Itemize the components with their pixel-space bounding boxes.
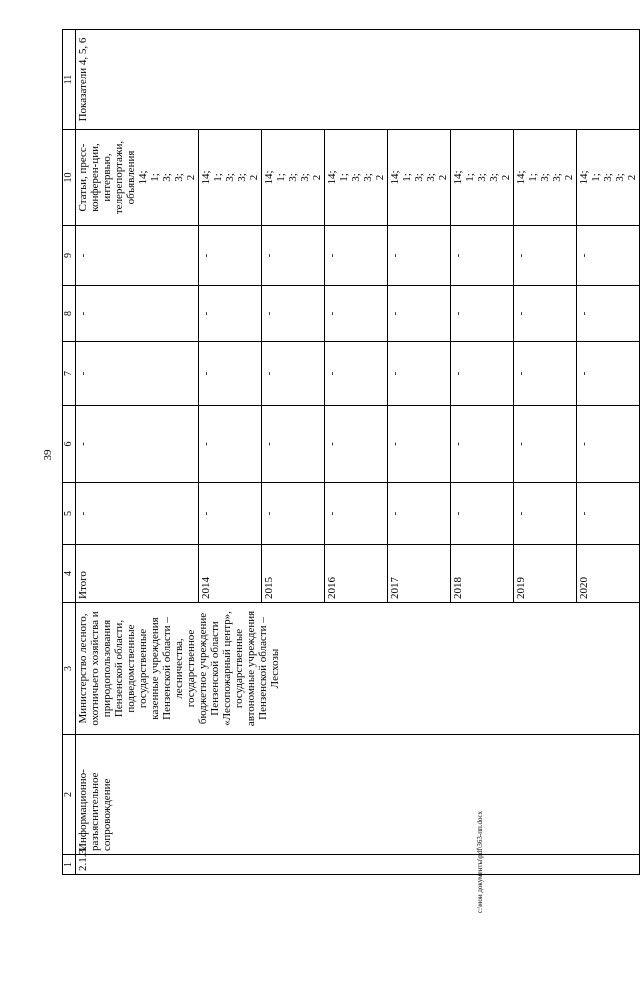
- indicator-value: 14;: [578, 170, 590, 185]
- indicator-value: 2: [374, 174, 386, 181]
- indicator-value: 14;: [200, 170, 212, 185]
- indicator-value: 3;: [173, 173, 185, 182]
- row-number: 2.1.3.: [76, 855, 640, 875]
- indicator-value: 1;: [527, 173, 539, 182]
- table-row: [76, 30, 199, 875]
- indicator-value: 1;: [149, 173, 161, 182]
- col8-cell: -: [514, 286, 577, 342]
- page-number: 39: [42, 449, 54, 461]
- indicator-value: 1;: [590, 173, 602, 182]
- indicator-value: 3;: [425, 173, 437, 182]
- indicator-value: 1;: [401, 173, 413, 182]
- col9-cell: -: [262, 226, 325, 286]
- indicator-value: 14;: [515, 170, 527, 185]
- indicator-value: 3;: [224, 173, 236, 182]
- col8-cell: -: [325, 286, 388, 342]
- col6-cell: -: [199, 406, 262, 483]
- column-number-3: 3: [63, 603, 76, 735]
- col7-cell: -: [199, 342, 262, 406]
- col9-cell: -: [577, 226, 640, 286]
- column-number-5: 5: [63, 483, 76, 545]
- indicator-value: 14;: [137, 170, 149, 185]
- indicator-cell: [76, 130, 199, 226]
- col7-cell: -: [76, 342, 199, 406]
- col7-cell: -: [262, 342, 325, 406]
- year-cell: 2014: [199, 545, 262, 603]
- indicator-value: 14;: [389, 170, 401, 185]
- indicator-value: 1;: [212, 173, 224, 182]
- col8-cell: -: [388, 286, 451, 342]
- indicator-value: 14;: [326, 170, 338, 185]
- col8-cell: -: [451, 286, 514, 342]
- target-indicators-cell: Показатели 4, 5, 6: [76, 30, 640, 130]
- column-number-1: 1: [63, 855, 76, 875]
- activity-name: Информационно-разъяснительное сопровождение: [76, 735, 640, 855]
- indicator-name: Статьи, пресс-конферен-ции, интервью, телерепортажи, объявления: [77, 140, 137, 215]
- col7-cell: -: [451, 342, 514, 406]
- indicator-cell: [451, 130, 514, 226]
- indicator-cell: [388, 130, 451, 226]
- indicator-value: 2: [500, 174, 512, 181]
- col9-cell: -: [514, 226, 577, 286]
- col5-cell: -: [262, 483, 325, 545]
- indicator-value: 1;: [338, 173, 350, 182]
- col7-cell: -: [388, 342, 451, 406]
- col5-cell: -: [451, 483, 514, 545]
- col6-cell: -: [76, 406, 199, 483]
- column-number-7: 7: [63, 342, 76, 406]
- col8-cell: -: [262, 286, 325, 342]
- indicator-cell: [514, 130, 577, 226]
- col6-cell: -: [577, 406, 640, 483]
- indicator-value: 3;: [476, 173, 488, 182]
- col5-cell: -: [514, 483, 577, 545]
- column-number-9: 9: [63, 226, 76, 286]
- indicator-value: 3;: [539, 173, 551, 182]
- col9-cell: -: [199, 226, 262, 286]
- col6-cell: -: [514, 406, 577, 483]
- col7-cell: -: [577, 342, 640, 406]
- indicator-value: 14;: [452, 170, 464, 185]
- col7-cell: -: [514, 342, 577, 406]
- table-container: [62, 30, 638, 875]
- year-cell: 2018: [451, 545, 514, 603]
- indicator-value: 3;: [236, 173, 248, 182]
- indicator-value: 3;: [602, 173, 614, 182]
- indicator-value: 3;: [299, 173, 311, 182]
- col9-cell: -: [325, 226, 388, 286]
- column-number-row: [63, 30, 76, 875]
- indicator-value: 2: [311, 174, 323, 181]
- indicator-cell: [577, 130, 640, 226]
- indicator-value: 2: [185, 174, 197, 181]
- col5-cell: -: [199, 483, 262, 545]
- column-number-2: 2: [63, 735, 76, 855]
- col9-cell: -: [451, 226, 514, 286]
- col6-cell: -: [325, 406, 388, 483]
- col8-cell: -: [76, 286, 199, 342]
- indicator-value: 3;: [551, 173, 563, 182]
- indicator-value: 3;: [614, 173, 626, 182]
- column-number-11: 11: [63, 30, 76, 130]
- indicator-value: 2: [437, 174, 449, 181]
- indicator-value: 3;: [350, 173, 362, 182]
- col5-cell: -: [577, 483, 640, 545]
- indicator-cell: [325, 130, 388, 226]
- program-activities-table: [62, 29, 640, 875]
- year-cell: 2019: [514, 545, 577, 603]
- col9-cell: -: [76, 226, 199, 286]
- col6-cell: -: [388, 406, 451, 483]
- indicator-value: 1;: [275, 173, 287, 182]
- col7-cell: -: [325, 342, 388, 406]
- executor-cell: Министерство лесного, охотничьего хозяйства и природопользования Пензенской области, подведомственные государственные казенные учреждения Пензенской области – лесничества, государственное бюджетное учреждение Пензенской области «Лесопожарный центр», государственные автономные учреждения Пензенской области – Лесхозы: [76, 603, 640, 735]
- footer-file-path: c:\мои документы\pdf\363-пп.docx: [476, 810, 484, 914]
- indicator-value: 3;: [287, 173, 299, 182]
- col6-cell: -: [451, 406, 514, 483]
- year-cell: 2015: [262, 545, 325, 603]
- year-cell: 2017: [388, 545, 451, 603]
- indicator-value: 3;: [161, 173, 173, 182]
- indicator-cell: [199, 130, 262, 226]
- indicator-value: 14;: [263, 170, 275, 185]
- col5-cell: -: [325, 483, 388, 545]
- column-number-4: 4: [63, 545, 76, 603]
- col5-cell: -: [76, 483, 199, 545]
- column-number-6: 6: [63, 406, 76, 483]
- indicator-value: 2: [626, 174, 638, 181]
- col8-cell: -: [577, 286, 640, 342]
- year-cell: 2020: [577, 545, 640, 603]
- indicator-value: 1;: [464, 173, 476, 182]
- year-cell: Итого: [76, 545, 199, 603]
- year-cell: 2016: [325, 545, 388, 603]
- col8-cell: -: [199, 286, 262, 342]
- indicator-value: 3;: [362, 173, 374, 182]
- column-number-10: 10: [63, 130, 76, 226]
- col5-cell: -: [388, 483, 451, 545]
- indicator-value: 3;: [413, 173, 425, 182]
- column-number-8: 8: [63, 286, 76, 342]
- indicator-value: 3;: [488, 173, 500, 182]
- indicator-value: 2: [248, 174, 260, 181]
- col9-cell: -: [388, 226, 451, 286]
- indicator-cell: [262, 130, 325, 226]
- indicator-value: 2: [563, 174, 575, 181]
- col6-cell: -: [262, 406, 325, 483]
